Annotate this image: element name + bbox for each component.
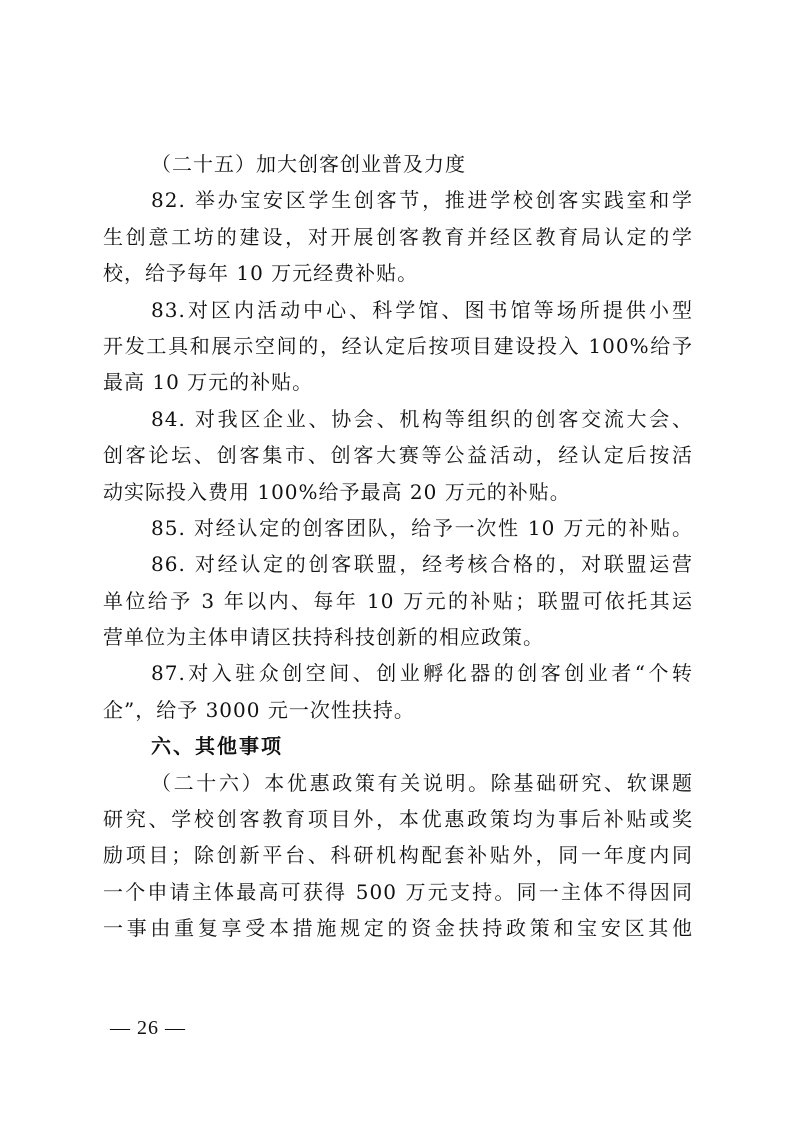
section-heading-25: （二十五）加大创客创业普及力度	[151, 152, 466, 176]
item-82-line-1: 82. 举办宝安区学生创客节，推进学校创客实践室和学	[151, 188, 693, 213]
document-body	[103, 146, 693, 947]
item-87-line-2: 企”，给予 3000 元一次性扶持。	[103, 697, 415, 722]
item-86-line-2: 单位给予 3 年以内、每年 10 万元的补贴；联盟可依托其运	[103, 588, 693, 613]
section-26-line-1: （二十六）本优惠政策有关说明。除基础研究、软课题	[151, 770, 693, 795]
item-86-line-1: 86. 对经认定的创客联盟，经考核合格的，对联盟运营	[151, 552, 693, 577]
item-84-line-1: 84. 对我区企业、协会、机构等组织的创客交流大会、	[151, 406, 693, 431]
page-number: — 26 —	[110, 1017, 186, 1039]
item-84-line-2: 创客论坛、创客集市、创客大赛等公益活动，经认定后按活	[103, 443, 693, 468]
item-82-line-2: 生创意工坊的建设，对开展创客教育并经区教育局认定的学	[103, 224, 693, 249]
item-85-line-1: 85. 对经认定的创客团队，给予一次性 10 万元的补贴。	[151, 515, 693, 540]
section-26-line-5: 一事由重复享受本措施规定的资金扶持政策和宝安区其他	[103, 916, 693, 941]
item-83-line-1: 83.对区内活动中心、科学馆、图书馆等场所提供小型	[151, 297, 693, 322]
item-86-line-3: 营单位为主体申请区扶持科技创新的相应政策。	[103, 625, 544, 650]
section-26-line-2: 研究、学校创客教育项目外，本优惠政策均为事后补贴或奖	[103, 807, 693, 832]
section-26-line-3: 励项目；除创新平台、科研机构配套补贴外，同一年度内同	[103, 843, 693, 868]
item-87-line-1: 87.对入驻众创空间、创业孵化器的创客创业者“个转	[151, 661, 693, 686]
item-84-line-3: 动实际投入费用 100%给予最高 20 万元的补贴。	[103, 479, 571, 504]
item-83-line-3: 最高 10 万元的补贴。	[103, 370, 314, 395]
section-heading-6: 六、其他事项	[151, 734, 283, 759]
section-26-line-4: 一个申请主体最高可获得 500 万元支持。同一主体不得因同	[103, 879, 693, 904]
item-82-line-3: 校，给予每年 10 万元经费补贴。	[103, 261, 419, 286]
item-83-line-2: 开发工具和展示空间的，经认定后按项目建设投入 100%给予	[103, 333, 693, 358]
